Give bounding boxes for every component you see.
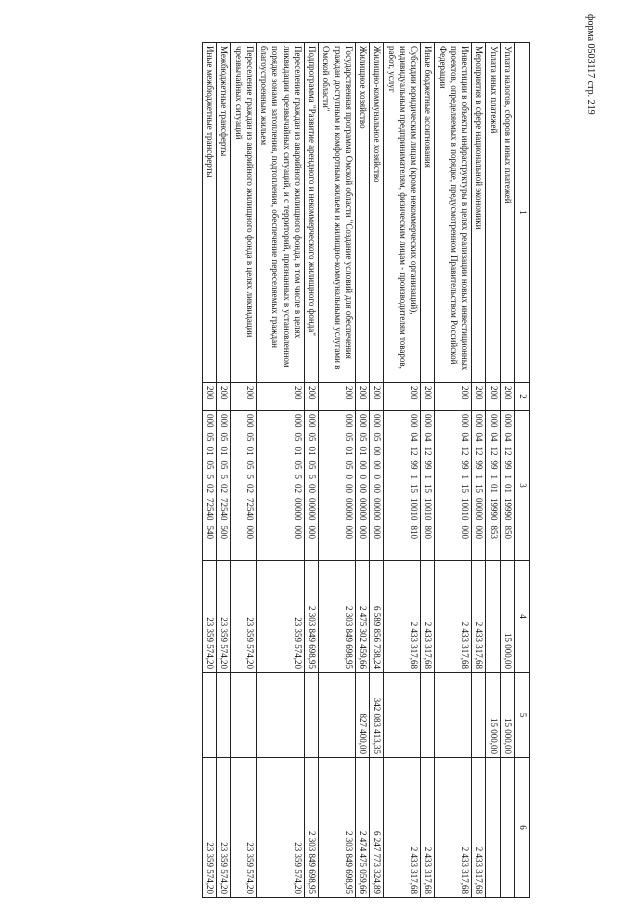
code-part: 05 <box>245 460 255 470</box>
code-part: 05 <box>205 460 216 470</box>
row-name-cell: Иные межбюджетные трансферты <box>203 43 217 383</box>
report-table-frame <box>52 42 530 897</box>
line-code-cell: 200 <box>217 383 231 411</box>
code-part: 05 <box>307 460 318 470</box>
code-part: 05 <box>245 432 255 442</box>
code-part: 5 <box>245 474 255 479</box>
unexecuted-amount-cell <box>486 758 500 898</box>
code-part: 01 <box>293 446 303 456</box>
code-part: 12 <box>409 446 420 456</box>
code-part: 04 <box>460 432 471 442</box>
classification-code-cell <box>231 411 257 561</box>
code-part: 1 <box>423 474 434 479</box>
code-part: 00000 <box>307 498 318 521</box>
line-code-cell: 200 <box>472 383 486 411</box>
unexecuted-amount-cell: 23 359 574,20 <box>257 758 305 898</box>
code-part: 00 <box>358 484 369 493</box>
code-part: 02 <box>205 484 216 493</box>
code-part: 000 <box>293 414 303 428</box>
line-code-cell: 200 <box>203 383 217 411</box>
code-part: 000 <box>423 414 434 428</box>
budget-report-table <box>202 42 530 898</box>
line-code-cell: 200 <box>257 383 305 411</box>
column-header: 2 <box>515 383 530 411</box>
code-part: 00 <box>307 484 318 493</box>
code-part: 05 <box>344 460 354 470</box>
code-part: 000 <box>358 525 369 539</box>
classification-code-cell <box>486 411 500 561</box>
table-row <box>217 43 231 898</box>
code-part: 00 <box>372 460 383 470</box>
executed-amount-cell: 827 400,00 <box>356 673 370 758</box>
code-part: 000 <box>293 525 303 539</box>
code-part: 000 <box>474 414 485 428</box>
table-row <box>356 43 370 898</box>
line-code-cell: 200 <box>356 383 370 411</box>
code-part: 72540 <box>205 498 216 521</box>
classification-code-cell <box>319 411 356 561</box>
table-row <box>305 43 319 898</box>
table-row <box>500 43 514 898</box>
table-row <box>435 43 472 898</box>
code-part: 1 <box>474 474 485 479</box>
code-part: 0 <box>372 474 383 479</box>
approved-amount-cell: 23 359 574,20 <box>217 561 231 673</box>
unexecuted-amount-cell <box>500 758 514 898</box>
line-code-cell: 200 <box>435 383 472 411</box>
row-name-cell: Жилищно-коммунальное хозяйство <box>370 43 384 383</box>
code-part: 000 <box>245 525 255 539</box>
executed-amount-cell <box>231 673 257 758</box>
code-part: 5 <box>293 474 303 479</box>
executed-amount-cell: 15 000,00 <box>500 673 514 758</box>
executed-amount-cell <box>421 673 435 758</box>
unexecuted-amount-cell: 2 433 317,68 <box>421 758 435 898</box>
column-header: 1 <box>515 43 530 383</box>
approved-amount-cell: 2 475 302 459,66 <box>356 561 370 673</box>
code-part: 5 <box>205 474 216 479</box>
form-number-label: форма 0503117 стр. 219 <box>585 14 596 115</box>
row-name-cell: Уплата налогов, сборов и иных платежей <box>500 43 514 383</box>
code-part: 01 <box>358 446 369 456</box>
unexecuted-amount-cell: 2 433 317,68 <box>472 758 486 898</box>
classification-code-cell <box>370 411 384 561</box>
code-part: 72540 <box>245 498 255 521</box>
unexecuted-amount-cell: 23 359 574,20 <box>231 758 257 898</box>
executed-amount-cell <box>319 673 356 758</box>
code-part: 04 <box>409 432 420 442</box>
code-part: 00 <box>372 484 383 493</box>
code-part: 99 <box>503 460 513 470</box>
classification-code-cell <box>384 411 421 561</box>
code-part: 00000 <box>344 498 354 521</box>
code-part: 000 <box>460 525 471 539</box>
executed-amount-cell <box>305 673 319 758</box>
code-part: 99 <box>474 460 485 470</box>
executed-amount-cell <box>472 673 486 758</box>
code-part: 000 <box>307 525 318 539</box>
code-part: 1 <box>460 474 471 479</box>
code-part: 04 <box>423 432 434 442</box>
code-part: 12 <box>488 446 499 456</box>
classification-code-cell <box>203 411 217 561</box>
code-part: 05 <box>219 460 230 470</box>
code-part: 1 <box>503 474 513 479</box>
classification-code-cell <box>305 411 319 561</box>
unexecuted-amount-cell: 2 433 317,68 <box>435 758 472 898</box>
row-name-cell: Переселение граждан из аварийного жилищного фонда, в том числе в целях ликвидации чрезвычайных ситуаций, и с территорий, признанных в установленном порядке зонами затопления, подтопления, обеспечение переселяемых граждан благоустроенным жильем <box>257 43 305 383</box>
code-part: 01 <box>205 446 216 456</box>
code-part: 01 <box>219 446 230 456</box>
code-part: 99 <box>423 460 434 470</box>
code-part: 12 <box>474 446 485 456</box>
code-part: 00 <box>344 484 354 493</box>
table-row <box>370 43 384 898</box>
approved-amount-cell: 2 433 317,68 <box>472 561 486 673</box>
code-part: 19990 <box>488 498 499 521</box>
code-part: 000 <box>460 414 471 428</box>
unexecuted-amount-cell: 2 303 849 698,95 <box>319 758 356 898</box>
code-part: 0 <box>358 474 369 479</box>
column-header: 3 <box>515 411 530 561</box>
code-part: 01 <box>503 484 513 493</box>
approved-amount-cell: 15 000,00 <box>500 561 514 673</box>
column-header: 5 <box>515 673 530 758</box>
executed-amount-cell <box>257 673 305 758</box>
code-part: 12 <box>423 446 434 456</box>
code-part: 000 <box>344 525 354 539</box>
approved-amount-cell: 23 359 574,20 <box>231 561 257 673</box>
code-part: 15 <box>474 484 485 493</box>
executed-amount-cell: 15 000,00 <box>486 673 500 758</box>
code-part: 04 <box>503 432 513 442</box>
code-part: 000 <box>344 414 354 428</box>
code-part: 10010 <box>409 498 420 521</box>
row-name-cell: Переселение граждан из аварийного жилищного фонда в целях ликвидации чрезвычайных ситуаций <box>231 43 257 383</box>
code-part: 10010 <box>460 498 471 521</box>
table-row <box>384 43 421 898</box>
code-part: 000 <box>409 414 420 428</box>
code-part: 05 <box>372 432 383 442</box>
code-part: 853 <box>488 525 499 539</box>
column-header: 6 <box>515 758 530 898</box>
approved-amount-cell: 2 433 317,68 <box>384 561 421 673</box>
line-code-cell: 200 <box>231 383 257 411</box>
unexecuted-amount-cell: 2 474 475 059,66 <box>356 758 370 898</box>
code-part: 000 <box>372 525 383 539</box>
line-code-cell: 200 <box>384 383 421 411</box>
code-part: 04 <box>474 432 485 442</box>
code-part: 01 <box>344 446 354 456</box>
code-part: 02 <box>245 484 255 493</box>
classification-code-cell <box>356 411 370 561</box>
classification-code-cell <box>435 411 472 561</box>
approved-amount-cell: 6 589 856 738,24 <box>370 561 384 673</box>
code-part: 000 <box>372 414 383 428</box>
table-row <box>472 43 486 898</box>
code-part: 05 <box>293 460 303 470</box>
line-code-cell: 200 <box>370 383 384 411</box>
code-part: 0 <box>344 474 354 479</box>
table-row <box>231 43 257 898</box>
code-part: 000 <box>245 414 255 428</box>
line-code-cell: 200 <box>486 383 500 411</box>
approved-amount-cell: 2 303 849 698,95 <box>319 561 356 673</box>
code-part: 000 <box>358 414 369 428</box>
code-part: 05 <box>344 432 354 442</box>
code-part: 810 <box>409 525 420 539</box>
code-part: 02 <box>293 484 303 493</box>
code-part: 000 <box>219 414 230 428</box>
code-part: 05 <box>219 432 230 442</box>
executed-amount-cell <box>384 673 421 758</box>
code-part: 5 <box>219 474 230 479</box>
code-part: 01 <box>488 484 499 493</box>
code-part: 10010 <box>423 498 434 521</box>
row-name-cell: Подпрограмма "Развитие арендного и некоммерческого жилищного фонда" <box>305 43 319 383</box>
code-part: 00000 <box>358 498 369 521</box>
code-part: 99 <box>409 460 420 470</box>
row-name-cell: Межбюджетные трансферты <box>217 43 231 383</box>
code-part: 12 <box>460 446 471 456</box>
table-row <box>486 43 500 898</box>
code-part: 12 <box>503 446 513 456</box>
code-part: 05 <box>205 432 216 442</box>
unexecuted-amount-cell: 2 433 317,68 <box>384 758 421 898</box>
code-part: 05 <box>293 432 303 442</box>
classification-code-cell <box>500 411 514 561</box>
line-code-cell: 200 <box>421 383 435 411</box>
executed-amount-cell <box>217 673 231 758</box>
code-part: 5 <box>307 474 318 479</box>
column-number-row <box>515 43 530 898</box>
code-part: 1 <box>409 474 420 479</box>
approved-amount-cell: 2 433 317,68 <box>435 561 472 673</box>
code-part: 01 <box>307 446 318 456</box>
approved-amount-cell: 23 359 574,20 <box>257 561 305 673</box>
approved-amount-cell <box>486 561 500 673</box>
code-part: 72540 <box>219 498 230 521</box>
unexecuted-amount-cell: 6 247 773 324,89 <box>370 758 384 898</box>
code-part: 540 <box>205 525 216 539</box>
code-part: 00000 <box>372 498 383 521</box>
code-part: 02 <box>219 484 230 493</box>
approved-amount-cell: 2 303 849 698,95 <box>305 561 319 673</box>
row-name-cell: Иные бюджетные ассигнования <box>421 43 435 383</box>
code-part: 15 <box>409 484 420 493</box>
code-part: 00000 <box>293 498 303 521</box>
row-name-cell: Государственная программа Омской области "Создание условий для обеспечения граждан доступным и комфортным жильем и жилищно-коммунальными услугами в Омской области" <box>319 43 356 383</box>
code-part: 04 <box>488 432 499 442</box>
code-part: 850 <box>503 525 513 539</box>
table-row <box>257 43 305 898</box>
approved-amount-cell: 23 359 574,20 <box>203 561 217 673</box>
unexecuted-amount-cell: 23 359 574,20 <box>203 758 217 898</box>
classification-code-cell <box>217 411 231 561</box>
code-part: 800 <box>423 525 434 539</box>
unexecuted-amount-cell: 2 303 849 698,95 <box>305 758 319 898</box>
approved-amount-cell: 2 433 317,68 <box>421 561 435 673</box>
unexecuted-amount-cell: 23 359 574,20 <box>217 758 231 898</box>
code-part: 00000 <box>474 498 485 521</box>
row-name-cell: Субсидии юридическим лицам (кроме некоммерческих организаций), индивидуальным предпринимателям, физическим лицам - производителям товаров, работ, услуг <box>384 43 421 383</box>
row-name-cell: Мероприятия в сфере национальной экономики <box>472 43 486 383</box>
code-part: 15 <box>423 484 434 493</box>
row-name-cell: Инвестиции в объекты инфраструктуры в целях реализации новых инвестиционных проектов, определяемых в порядке, предусмотренном Правительством Российской Федерации <box>435 43 472 383</box>
code-part: 00 <box>372 446 383 456</box>
code-part: 000 <box>474 525 485 539</box>
table-row <box>319 43 356 898</box>
column-header: 4 <box>515 561 530 673</box>
classification-code-cell <box>472 411 486 561</box>
code-part: 99 <box>488 460 499 470</box>
code-part: 000 <box>307 414 318 428</box>
table-row <box>421 43 435 898</box>
code-part: 00 <box>358 460 369 470</box>
table-body <box>203 43 515 898</box>
code-part: 05 <box>307 432 318 442</box>
classification-code-cell <box>257 411 305 561</box>
code-part: 000 <box>205 414 216 428</box>
code-part: 500 <box>219 525 230 539</box>
code-part: 000 <box>503 414 513 428</box>
executed-amount-cell <box>435 673 472 758</box>
code-part: 000 <box>488 414 499 428</box>
executed-amount-cell <box>203 673 217 758</box>
code-part: 1 <box>488 474 499 479</box>
code-part: 19990 <box>503 498 513 521</box>
executed-amount-cell: 342 083 413,35 <box>370 673 384 758</box>
classification-code-cell <box>421 411 435 561</box>
code-part: 05 <box>358 432 369 442</box>
line-code-cell: 200 <box>500 383 514 411</box>
row-name-cell: Жилищное хозяйство <box>356 43 370 383</box>
line-code-cell: 200 <box>305 383 319 411</box>
table-row <box>203 43 217 898</box>
row-name-cell: Уплата иных платежей <box>486 43 500 383</box>
code-part: 99 <box>460 460 471 470</box>
code-part: 15 <box>460 484 471 493</box>
code-part: 01 <box>245 446 255 456</box>
line-code-cell: 200 <box>319 383 356 411</box>
